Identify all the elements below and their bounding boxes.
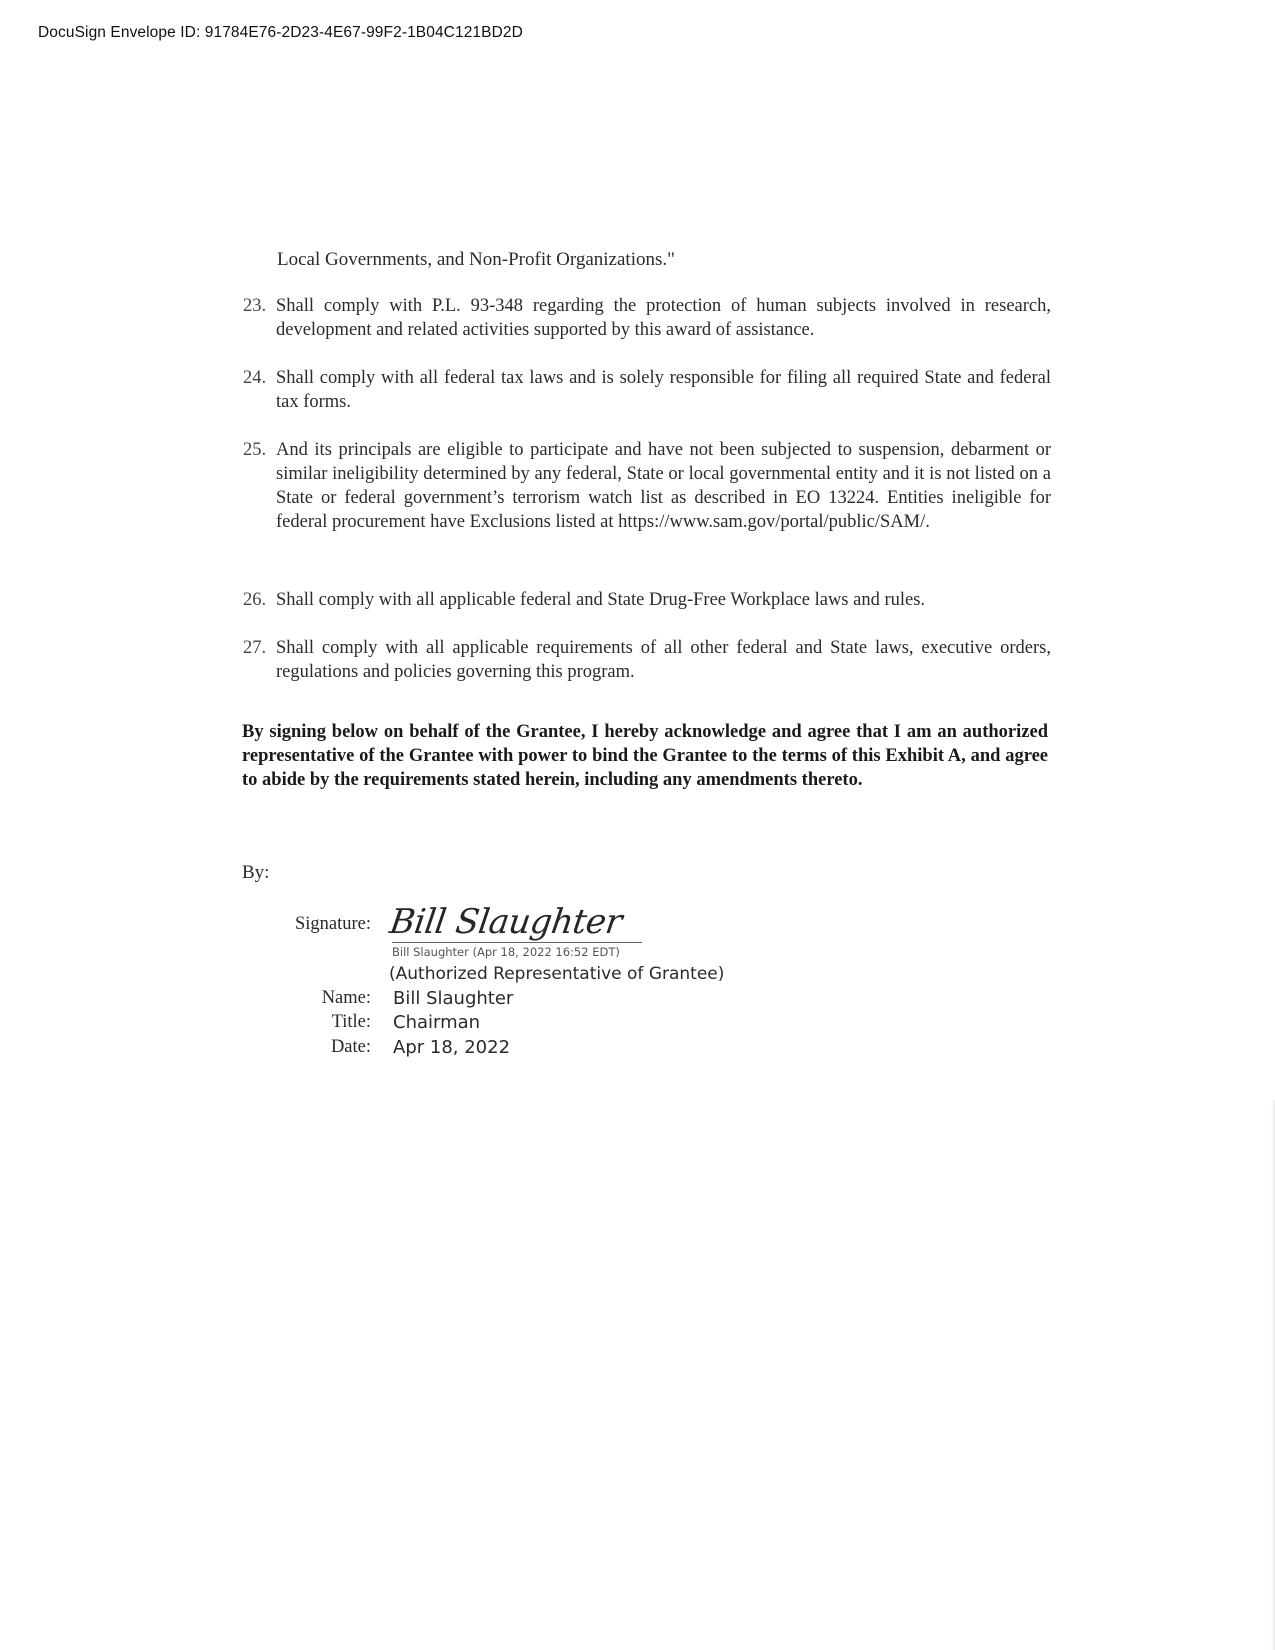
item-number: 27. [243, 638, 267, 658]
item-text: Shall comply with all federal tax laws and is solely responsible for filing all required State and federal tax forms. [276, 368, 1051, 412]
handwritten-signature: Bill Slaughter [387, 902, 625, 942]
title-value: Chairman [393, 1012, 481, 1033]
date-label: Date: [330, 1037, 371, 1057]
list-item-23 [243, 294, 1051, 342]
name-value: Bill Slaughter [393, 988, 514, 1009]
item-number: 24. [243, 368, 267, 388]
list-item-25 [243, 438, 1051, 534]
item-number: 25. [243, 440, 267, 460]
list-item-27 [243, 636, 1051, 684]
date-value: Apr 18, 2022 [393, 1037, 511, 1058]
signature-label: Signature: [294, 914, 371, 934]
signature-timestamp: Bill Slaughter (Apr 18, 2022 16:52 EDT) [392, 945, 620, 959]
item-text: Shall comply with all applicable requirements of all other federal and State laws, executive orders, regulations and policies governing this program. [276, 638, 1051, 682]
scan-edge-shadow [1271, 1100, 1275, 1650]
item-text: Shall comply with all applicable federal and State Drug-Free Workplace laws and rules. [276, 590, 926, 610]
list-item-26 [243, 588, 1051, 612]
item-text: Shall comply with P.L. 93-348 regarding the protection of human subjects involved in research, development and related activities supported by this award of assistance. [276, 296, 1051, 340]
item-number: 26. [243, 590, 267, 610]
docusign-envelope-id: DocuSign Envelope ID: 91784E76-2D23-4E67-99F2-1B04C121BD2D [38, 24, 523, 41]
representative-caption: (Authorized Representative of Grantee) [389, 964, 725, 984]
signature-line [392, 942, 642, 943]
by-label: By: [242, 862, 270, 883]
list-item-24 [243, 366, 1051, 414]
item-text: And its principals are eligible to participate and have not been subjected to suspension, debarment or similar ineligibility determined by any federal, State or local governmental entity and it is not listed on a State or federal government’s terrorism watch list as described in EO 13224. Entities ineligible for federal procurement have Exclusions listed at https://www.sam.gov/portal/public/SAM/. [276, 440, 1051, 532]
item-number: 23. [243, 296, 267, 316]
acknowledgement-paragraph: By signing below on behalf of the Grantee, I hereby acknowledge and agree that I am an authorized representative of the Grantee with power to bind the Grantee to the terms of this Exhibit A, and agree to abide by the requirements stated herein, including any amendments thereto. [242, 722, 1048, 790]
continuation-text: Local Governments, and Non-Profit Organizations." [277, 249, 675, 270]
name-label: Name: [321, 988, 371, 1008]
title-label: Title: [331, 1012, 371, 1032]
